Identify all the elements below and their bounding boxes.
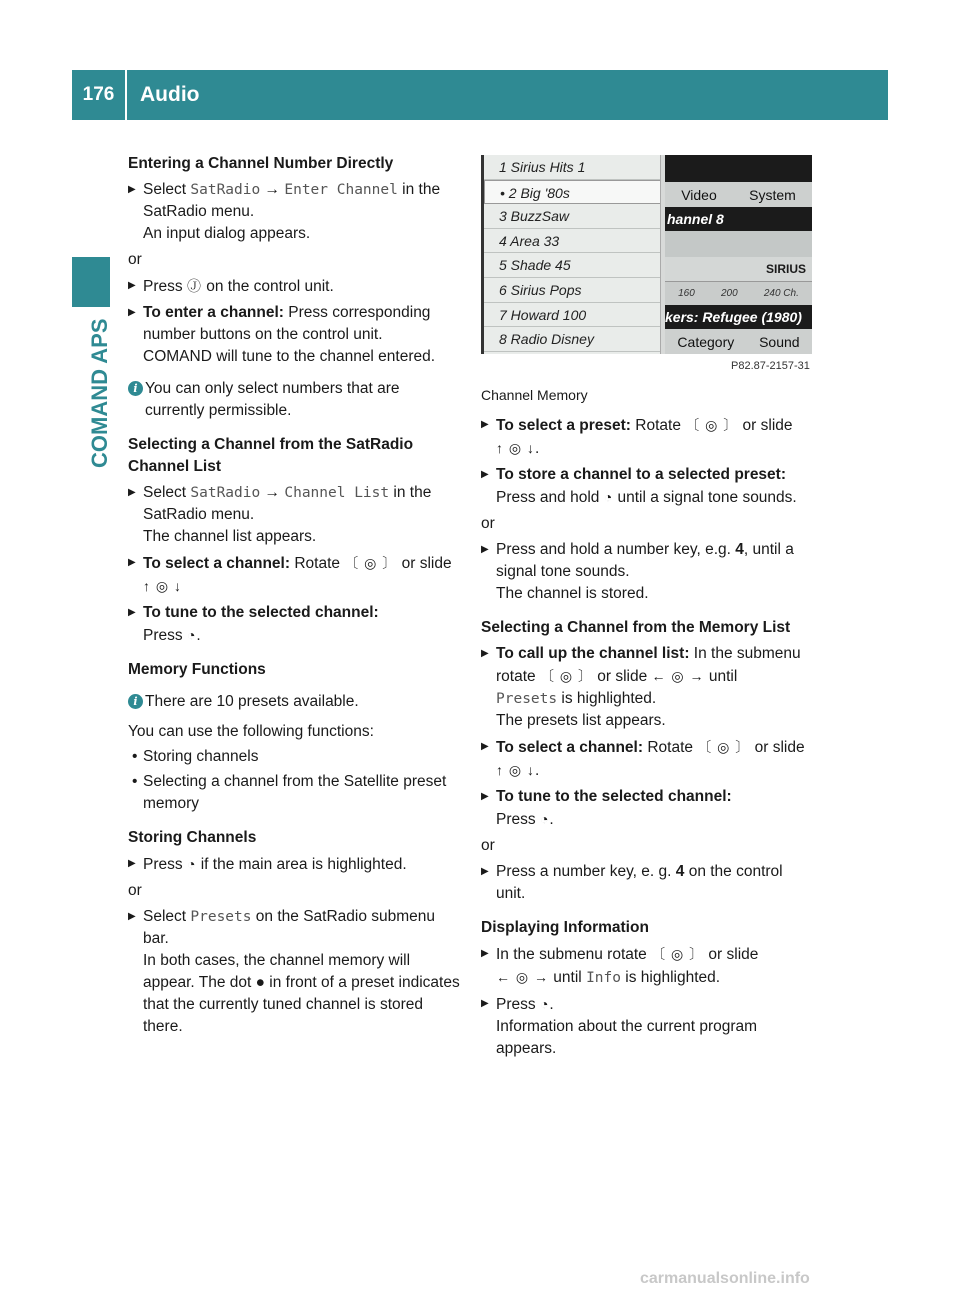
step-select-channel: ▶ To select a channel: Rotate 〔 ◎ 〕 or slide ↑ ◎ ↓. <box>481 736 815 782</box>
page-header <box>72 70 888 120</box>
step-press-main-area: ▶ Press ◔ if the main area is highlighted. <box>128 853 462 876</box>
bullet-storing: • Storing channels <box>128 746 462 768</box>
slide-controller-icon: ← ◎ → <box>651 668 705 684</box>
list-item: • 2 Big '80s <box>484 180 665 205</box>
heading-displaying-information: Displaying Information <box>481 919 649 936</box>
bottom-menu <box>665 329 812 354</box>
step-call-up-list: ▶ To call up the channel list: In the submenu rotate 〔 ◎ 〕 or slide ← ◎ → until Presets is highlighted. The presets list appears. <box>481 643 815 732</box>
info-note-permissible: i You can only select numbers that are currently permissible. <box>128 378 462 422</box>
step-select-channel-list: ▶ Select SatRadio → Channel List in the SatRadio menu. The channel list appears. <box>128 482 462 548</box>
channel-memory-screen <box>481 155 812 354</box>
step-hold-number-key: ▶ Press and hold a number key, e.g. 4, until a signal tone sounds. The channel is stored. <box>481 539 815 605</box>
slide-controller-icon: ↑ ◎ ↓ <box>496 762 535 778</box>
info-icon: i <box>128 694 143 709</box>
step-press-button: ▶ Press Ⓙ on the control unit. <box>128 275 462 298</box>
section-title: Audio <box>127 70 888 120</box>
list-item: 6 Sirius Pops <box>484 278 665 303</box>
rotate-controller-icon: 〔 ◎ 〕 <box>685 417 739 433</box>
press-controller-icon: ◔ <box>539 811 550 827</box>
step-select-presets: ▶ Select Presets on the SatRadio submenu bar. In both cases, the channel memory will appear. The dot ● in front of a preset indicates that the currently tuned channel is stored there. <box>128 906 462 1038</box>
rotate-controller-icon: 〔 ◎ 〕 <box>539 668 593 684</box>
song-display: kers: Refugee (1980) <box>665 305 812 329</box>
list-item: 5 Shade 45 <box>484 253 665 278</box>
left-column <box>128 153 462 1038</box>
radio-panel <box>665 155 812 354</box>
menu-video: Video <box>681 186 717 203</box>
list-item: 7 Howard 100 <box>484 303 665 328</box>
preset-list <box>481 155 665 354</box>
right-column <box>481 384 815 1060</box>
or-text: or <box>481 837 495 854</box>
heading-storing-channels: Storing Channels <box>128 829 257 846</box>
heading-memory-functions: Memory Functions <box>128 661 266 678</box>
press-controller-icon: ◔ <box>186 856 197 872</box>
rotate-controller-icon: 〔 ◎ 〕 <box>344 555 398 571</box>
menu-sound: Sound <box>759 333 800 350</box>
slide-controller-icon: ↑ ◎ ↓ <box>143 578 182 594</box>
channel-button-icon: Ⓙ <box>186 278 202 294</box>
list-item: 4 Area 33 <box>484 229 665 254</box>
sirius-logo: SIRIUS <box>665 257 812 281</box>
figure-caption: Channel Memory <box>481 387 588 403</box>
step-store-channel: ▶ To store a channel to a selected preset: Press and hold ◔ until a signal tone sounds. <box>481 464 815 509</box>
side-tab-marker <box>72 257 110 307</box>
or-text: or <box>128 251 142 268</box>
page-number: 176 <box>72 70 125 120</box>
step-enter-channel: ▶ To enter a channel: Press corresponding number buttons on the control unit. COMAND will tune to the channel entered. <box>128 302 462 368</box>
side-chapter-label: COMAND APS <box>87 318 112 468</box>
step-select-preset: ▶ To select a preset: Rotate 〔 ◎ 〕 or slide ↑ ◎ ↓. <box>481 414 815 460</box>
watermark: carmanualsonline.info <box>640 1270 810 1287</box>
step-tune-channel: ▶ To tune to the selected channel: Press ◔. <box>128 602 462 647</box>
heading-memory-list: Selecting a Channel from the Memory List <box>481 619 791 636</box>
rotate-controller-icon: 〔 ◎ 〕 <box>651 946 705 962</box>
preset-dot-icon: ● <box>255 974 265 991</box>
step-select-channel: ▶ To select a channel: Rotate 〔 ◎ 〕 or slide ↑ ◎ ↓ <box>128 552 462 598</box>
or-text: or <box>481 515 495 532</box>
info-note-presets: i There are 10 presets available. <box>128 691 462 713</box>
step-rotate-to-info: ▶ In the submenu rotate 〔 ◎ 〕 or slide ← ◎ → until Info is highlighted. <box>481 943 815 989</box>
list-item: 3 BuzzSaw <box>484 204 665 229</box>
rotate-controller-icon: 〔 ◎ 〕 <box>697 739 751 755</box>
press-controller-icon: ◔ <box>539 996 550 1012</box>
info-icon: i <box>128 381 143 396</box>
top-menu <box>665 182 812 207</box>
heading-channel-list: Selecting a Channel from the SatRadio Channel List <box>128 436 414 475</box>
press-controller-icon: ◔ <box>603 489 614 505</box>
step-select-enter-channel: ▶ Select SatRadio → Enter Channel in the SatRadio menu. An input dialog appears. <box>128 179 462 245</box>
menu-category: Category <box>677 333 735 350</box>
menu-system: System <box>749 186 796 203</box>
press-controller-icon: ◔ <box>186 627 197 643</box>
step-press-number-key: ▶ Press a number key, e. g. 4 on the control unit. <box>481 861 815 905</box>
heading-enter-channel: Entering a Channel Number Directly <box>128 155 394 172</box>
step-tune-channel: ▶ To tune to the selected channel: Press ◔. <box>481 786 815 831</box>
slide-controller-icon: ↑ ◎ ↓ <box>496 440 535 456</box>
step-press-info: ▶ Press ◔. Information about the current program appears. <box>481 993 815 1060</box>
slide-controller-icon: ← ◎ → <box>496 969 549 985</box>
bullet-selecting: • Selecting a channel from the Satellite preset memory <box>128 771 462 815</box>
channel-display: hannel 8 <box>665 207 812 231</box>
functions-intro: You can use the following functions: <box>128 723 374 740</box>
list-item: 1 Sirius Hits 1 <box>484 155 665 180</box>
channel-scale: 160 200 240 Ch. <box>665 281 812 305</box>
or-text: or <box>128 882 142 899</box>
list-item: 8 Radio Disney <box>484 327 665 352</box>
image-code: P82.87-2157-31 <box>731 360 810 372</box>
